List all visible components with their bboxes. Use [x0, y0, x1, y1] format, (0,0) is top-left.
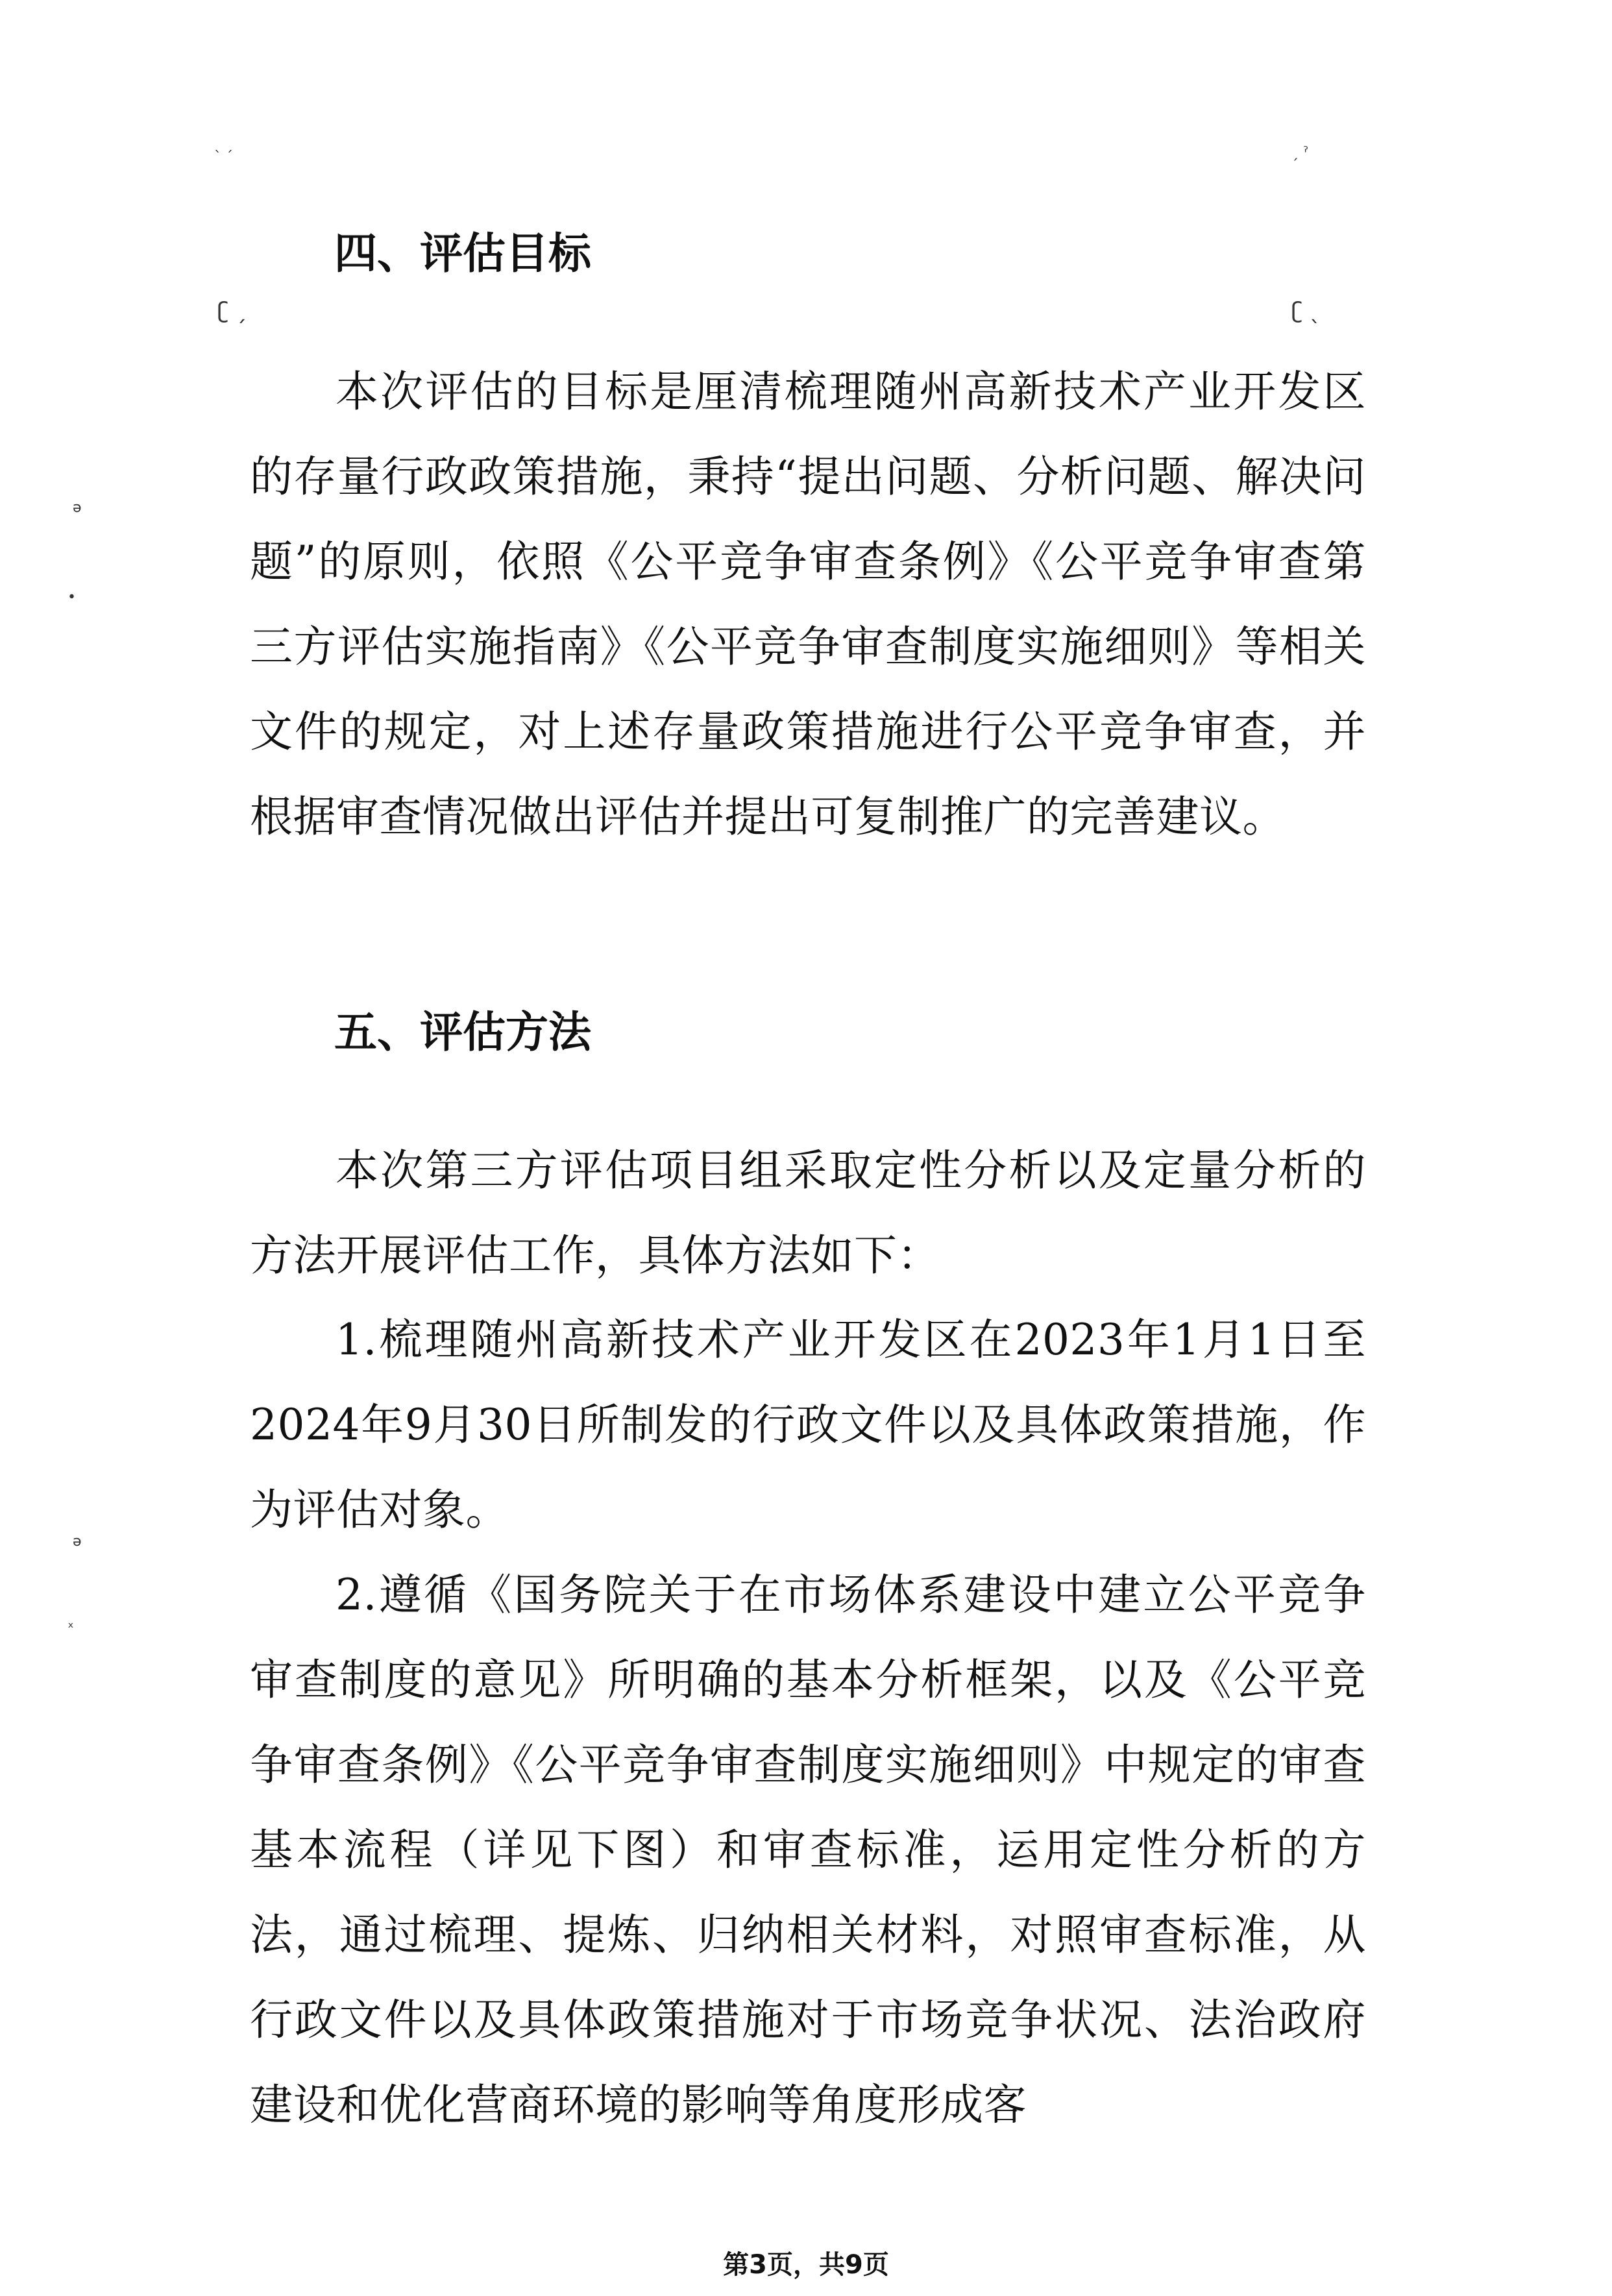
scan-speck: ` ˊ	[214, 149, 233, 165]
scan-speck: ə	[73, 1533, 82, 1550]
scan-speck: •	[67, 589, 76, 605]
body-paragraph: 1.梳理随州高新技术产业开发区在2023年1月1日至2024年9月30日所制发的行政文件以及具体政策措施，作为评估对象。	[250, 1315, 1366, 1535]
scan-speck: ʗ ˏ	[217, 298, 247, 324]
section-heading: 五、评估方法	[334, 1007, 591, 1057]
scan-speck: ʗ ˎ	[1291, 298, 1321, 324]
body-paragraph: 2.遵循《国务院关于在市场体系建设中建立公平竞争审查制度的意见》所明确的基本分析框架，以及《公平竞争审查条例》《公平竞争审查制度实施细则》中规定的审查基本流程（详见下图）和审查标准，运用定性分析的方法，通过梳理、提炼、归纳相关材料，对照审查标准，从行政文件以及具体政策措施对于市场竞争状况、法治政府建设和优化营商环境的影响等角度形成客	[250, 1570, 1366, 2130]
scan-speck: ə	[73, 500, 82, 516]
body-paragraph: 本次评估的目标是厘清梳理随州高新技术产业开发区的存量行政政策措施，秉持“提出问题、分析问题、解决问题”的原则，依照《公平竞争审查条例》《公平竞争审查第三方评估实施指南》《公平竞争审查制度实施细则》等相关文件的规定，对上述存量政策措施进行公平竞争审查，并根据审查情况做出评估并提出可复制推广的完善建议。	[250, 367, 1366, 842]
section-heading: 四、评估目标	[334, 228, 591, 278]
scan-speck: ˏ ˀ	[1291, 145, 1309, 161]
scan-speck: ˣ	[67, 1620, 74, 1636]
page-number-footer: 第3页，共9页	[723, 2250, 889, 2280]
body-paragraph: 本次第三方评估项目组采取定性分析以及定量分析的方法开展评估工作，具体方法如下：	[250, 1145, 1366, 1280]
